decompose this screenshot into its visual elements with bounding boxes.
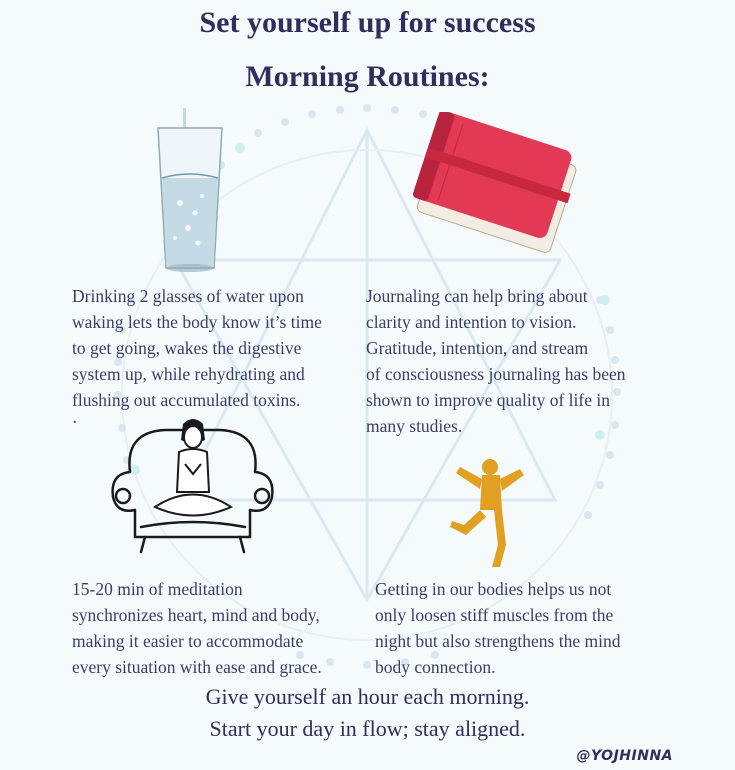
meditation-description — [72, 576, 322, 680]
text-line: only loosen stiff muscles from the — [375, 605, 614, 625]
text-line: flushing out accumulated toxins. — [72, 390, 301, 410]
text-line: of consciousness journaling has been — [366, 364, 626, 384]
text-line: body connection. — [375, 657, 496, 677]
meditating-woman-icon — [105, 412, 280, 562]
text-line: Gratitude, intention, and stream — [366, 338, 589, 358]
text-line: Journaling can help bring about — [366, 286, 588, 306]
text-line: every situation with ease and grace. — [72, 657, 322, 677]
text-line: Drinking 2 glasses of water upon — [72, 286, 304, 306]
movement-description — [375, 576, 620, 680]
text-line: synchronizes heart, mind and body, — [72, 605, 320, 625]
text-line: waking lets the body know it’s time — [72, 312, 322, 332]
text-line: Getting in our bodies helps us not — [375, 579, 612, 599]
author-handle: @YOJHINNA — [576, 748, 673, 764]
text-line: to get going, wakes the digestive — [72, 338, 302, 358]
text-line: system up, while rehydrating and — [72, 364, 305, 384]
journaling-description — [366, 283, 626, 439]
stray-period: . — [72, 408, 78, 428]
page-subtitle: Morning Routines: — [245, 60, 490, 93]
text-line: many studies. — [366, 416, 463, 436]
glass-of-water-icon — [150, 108, 230, 278]
text-line: making it easier to accommodate — [72, 631, 304, 651]
text-line: clarity and intention to vision. — [366, 312, 577, 332]
red-journal-icon — [405, 112, 585, 262]
page-title: Set yourself up for success — [199, 6, 536, 39]
text-line: shown to improve quality of life in — [366, 390, 610, 410]
text-line: 15-20 min of meditation — [72, 579, 243, 599]
footer-line-1: Give yourself an hour each morning. — [205, 684, 530, 709]
text-line: night but also strengthens the mind — [375, 631, 621, 651]
water-description — [72, 283, 322, 413]
footer-line-2: Start your day in flow; stay aligned. — [209, 716, 526, 741]
dancing-figure-icon — [450, 455, 530, 575]
